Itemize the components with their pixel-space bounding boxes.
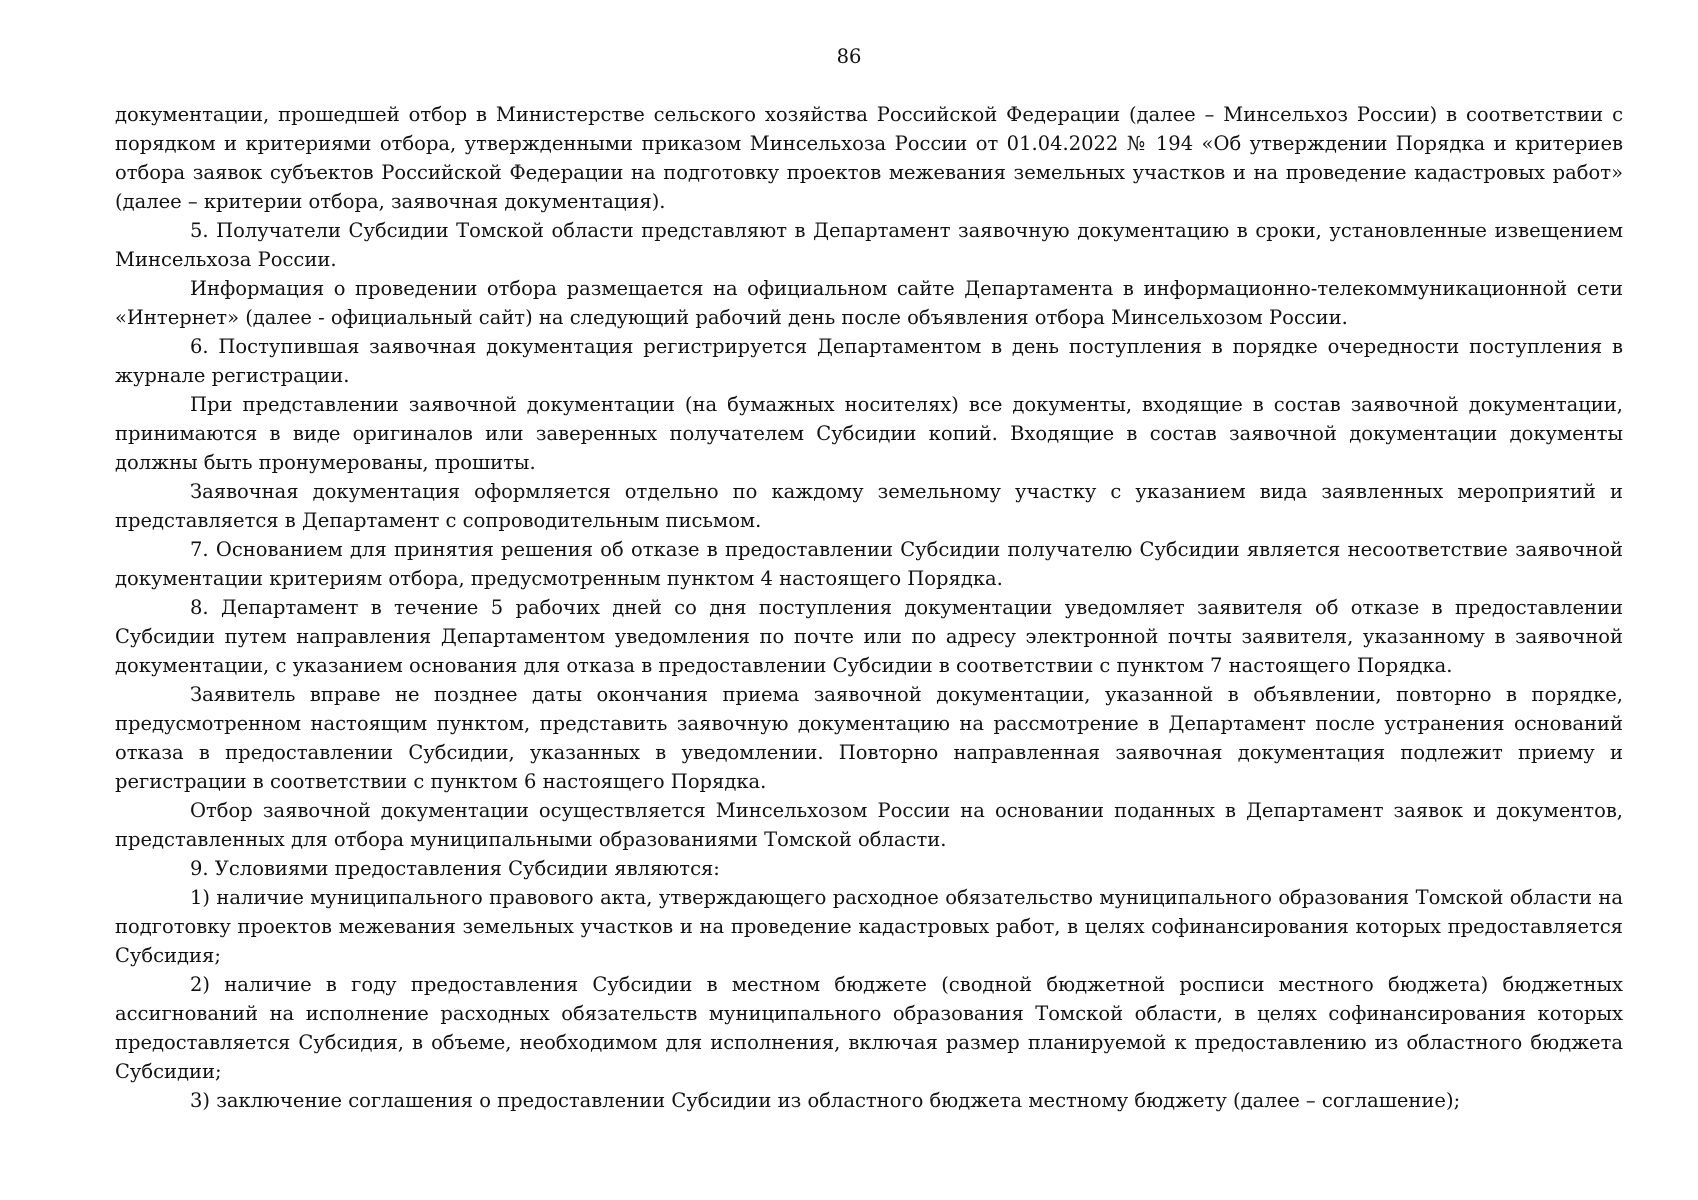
paragraph-item-6: 6. Поступившая заявочная документация регистрируется Департаментом в день поступления в порядке очередности поступления в журнале регистрации. — [115, 335, 1623, 387]
paragraph-item-8: 8. Департамент в течение 5 рабочих дней со дня поступления документации уведомляет заявителя об отказе в предоставлении Субсидии путем направления Департаментом уведомления по почте или по адресу электронной почты заявителя, указанному в заявочной документации, с указанием основания для отказа в предоставлении Субсидии в соответствии с пунктом 7 настоящего Порядка. — [115, 596, 1623, 677]
paragraph-intro-continuation: документации, прошедшей отбор в Министерстве сельского хозяйства Российской Федерации (далее – Минсельхоз России) в соответствии с порядком и критериями отбора, утвержденными приказом Минсельхоза России от 01.04.2022 № 194 «Об утверждении Порядка и критериев отбора заявок субъектов Российской Федерации на подготовку проектов межевания земельных участков и на проведение кадастровых работ» (далее – критерии отбора, заявочная документация). — [115, 103, 1623, 213]
paragraph-condition-2: 2) наличие в году предоставления Субсидии в местном бюджете (сводной бюджетной росписи местного бюджета) бюджетных ассигнований на исполнение расходных обязательств муниципального образования Томской области, в целях софинансирования которых предоставляется Субсидия, в объеме, необходимом для исполнения, включая размер планируемой к предоставлению из областного бюджета Субсидии; — [115, 973, 1623, 1083]
paragraph-condition-3: 3) заключение соглашения о предоставлении Субсидии из областного бюджета местному бюджету (далее – соглашение); — [190, 1089, 1461, 1112]
paragraph-paper-submission: При представлении заявочной документации (на бумажных носителях) все документы, входящие в состав заявочной документации, принимаются в виде оригиналов или заверенных получателем Субсидии копий. Входящие в состав заявочной документации документы должны быть пронумерованы, прошиты. — [115, 393, 1623, 474]
paragraph-item-7: 7. Основанием для принятия решения об отказе в предоставлении Субсидии получателю Субсидии является несоответствие заявочной документации критериям отбора, предусмотренным пунктом 4 настоящего Порядка. — [115, 538, 1623, 590]
paragraph-item-9: 9. Условиями предоставления Субсидии являются: — [190, 857, 720, 880]
paragraph-selection-info: Информация о проведении отбора размещается на официальном сайте Департамента в информационно-телекоммуникационной сети «Интернет» (далее - официальный сайт) на следующий рабочий день после объявления отбора Минсельхозом России. — [115, 277, 1623, 329]
paragraph-per-plot-documentation: Заявочная документация оформляется отдельно по каждому земельному участку с указанием вида заявленных мероприятий и представляется в Департамент с сопроводительным письмом. — [115, 480, 1623, 532]
paragraph-selection-by-ministry: Отбор заявочной документации осуществляется Минсельхозом России на основании поданных в Департамент заявок и документов, представленных для отбора муниципальными образованиями Томской области. — [115, 799, 1623, 851]
paragraph-item-5: 5. Получатели Субсидии Томской области представляют в Департамент заявочную документацию в сроки, установленные извещением Минсельхоза России. — [115, 219, 1623, 271]
paragraph-condition-1: 1) наличие муниципального правового акта, утверждающего расходное обязательство муниципального образования Томской области на подготовку проектов межевания земельных участков и на проведение кадастровых работ, в целях софинансирования которых предоставляется Субсидия; — [115, 886, 1623, 967]
page-number: 86 — [836, 45, 862, 68]
document-body — [115, 100, 1623, 1115]
paragraph-resubmission: Заявитель вправе не позднее даты окончания приема заявочной документации, указанной в объявлении, повторно в порядке, предусмотренном настоящим пунктом, представить заявочную документацию на рассмотрение в Департамент после устранения оснований отказа в предоставлении Субсидии, указанных в уведомлении. Повторно направленная заявочная документация подлежит приему и регистрации в соответствии с пунктом 6 настоящего Порядка. — [115, 683, 1623, 793]
